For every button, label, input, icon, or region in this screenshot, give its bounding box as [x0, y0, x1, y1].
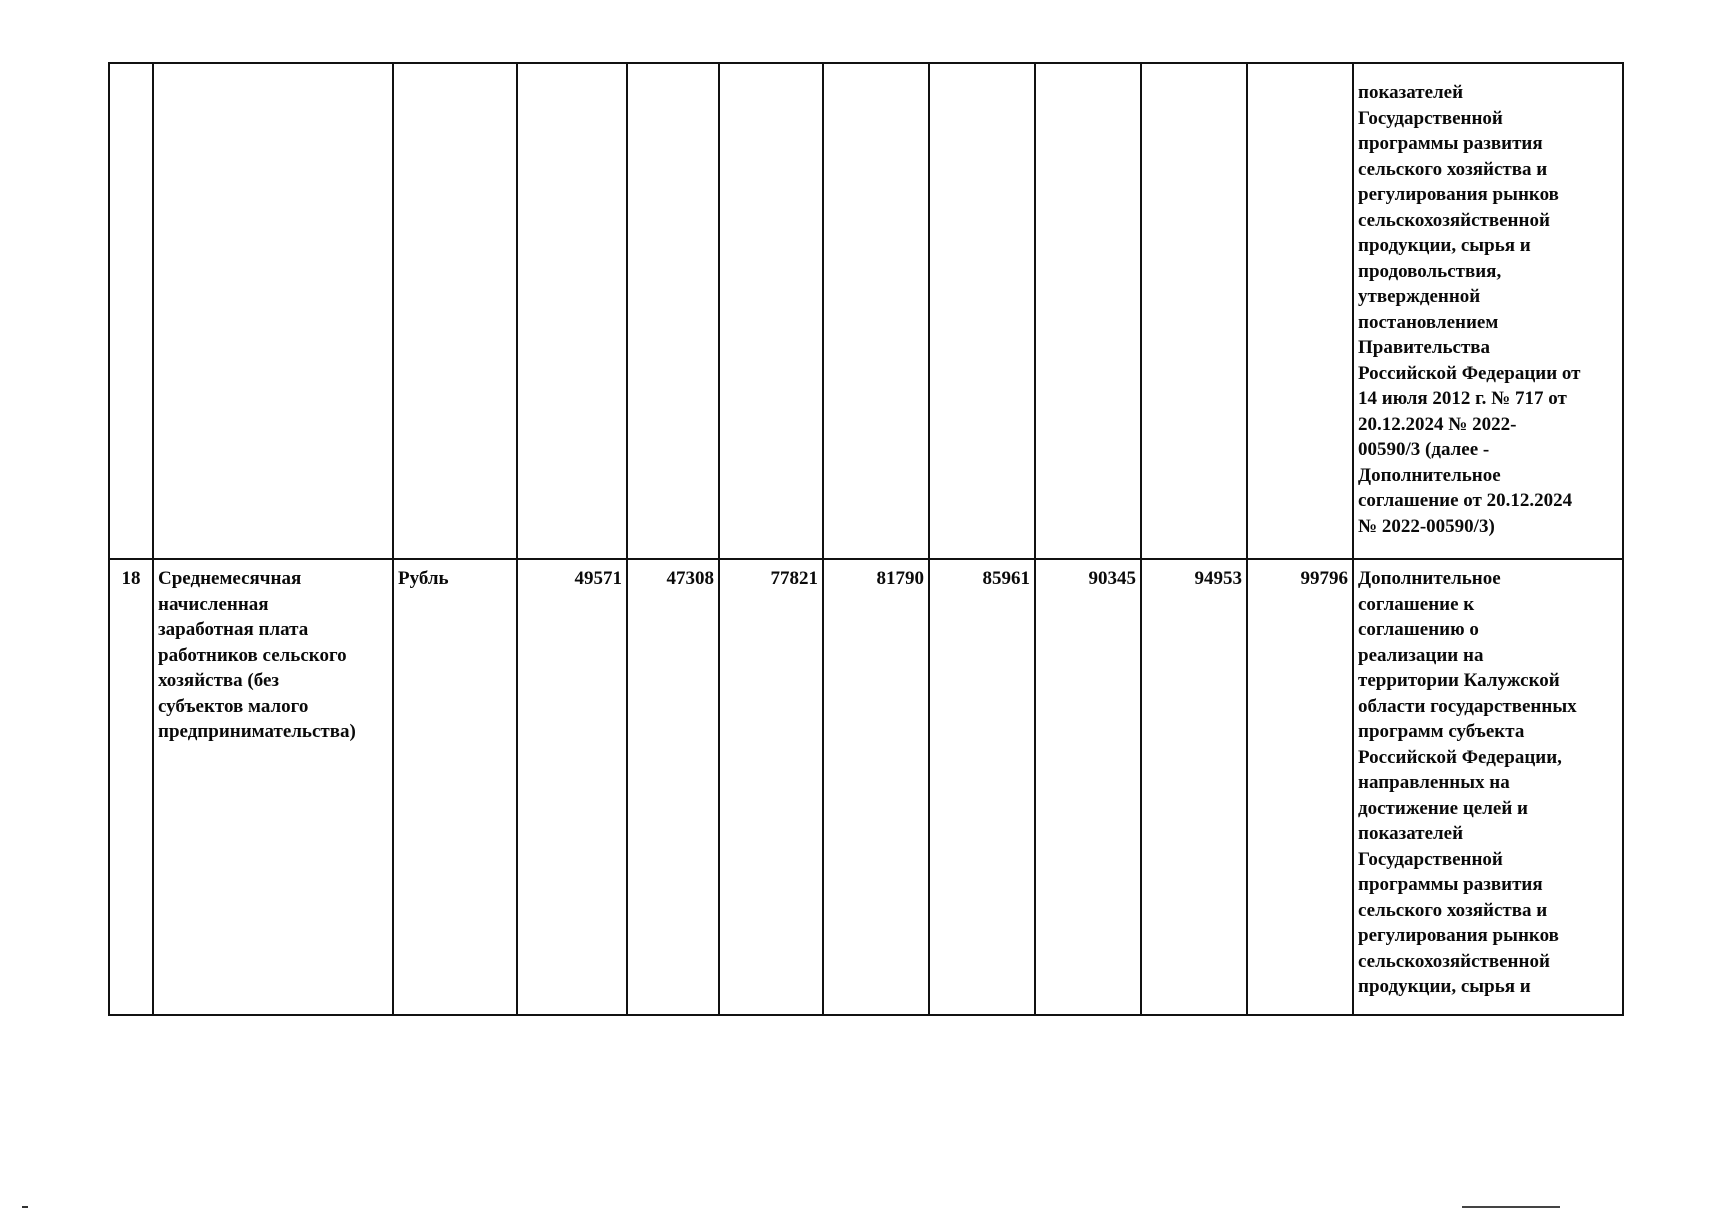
value-cell: 99796 [1247, 559, 1353, 1015]
value-cell [1141, 63, 1247, 559]
value-cell [929, 63, 1035, 559]
source-document-cell: Дополнительное соглашение к соглашению о реализации на территории Калужской области государственных программ субъекта Российской Федерации, направленных на достижение целей и показателей Государственной программы развития сельского хозяйства и регулирования рынков сельскохозяйственной продукции, сырья и [1353, 559, 1623, 1015]
indicator-name-cell: Среднемесячная начисленная заработная плата работников сельского хозяйства (без субъектов малого предпринимательства) [153, 559, 393, 1015]
value-cell [719, 63, 823, 559]
value-cell [517, 63, 627, 559]
value-cell [627, 63, 719, 559]
value-cell [1035, 63, 1141, 559]
value-cell [1247, 63, 1353, 559]
source-document-cell: показателей Государственной программы развития сельского хозяйства и регулирования рынков сельскохозяйственной продукции, сырья и продовольствия, утвержденной постановлением Правительства Российской Федерации от 14 июля 2012 г. № 717 от 20.12.2024 № 2022- 00590/3 (далее - Дополнительное соглашение от 20.12.2024 № 2022-00590/3) [1353, 63, 1623, 559]
indicator-name-cell [153, 63, 393, 559]
value-cell: 90345 [1035, 559, 1141, 1015]
table-row-continuation [109, 63, 1623, 559]
value-cell: 94953 [1141, 559, 1247, 1015]
indicators-table [108, 62, 1624, 1016]
value-cell: 77821 [719, 559, 823, 1015]
row-index-cell: 18 [109, 559, 153, 1015]
value-cell: 49571 [517, 559, 627, 1015]
unit-cell [393, 63, 517, 559]
table-row-18 [109, 559, 1623, 1015]
value-cell [823, 63, 929, 559]
value-cell: 81790 [823, 559, 929, 1015]
value-cell: 47308 [627, 559, 719, 1015]
unit-cell: Рубль [393, 559, 517, 1015]
row-index-cell [109, 63, 153, 559]
value-cell: 85961 [929, 559, 1035, 1015]
